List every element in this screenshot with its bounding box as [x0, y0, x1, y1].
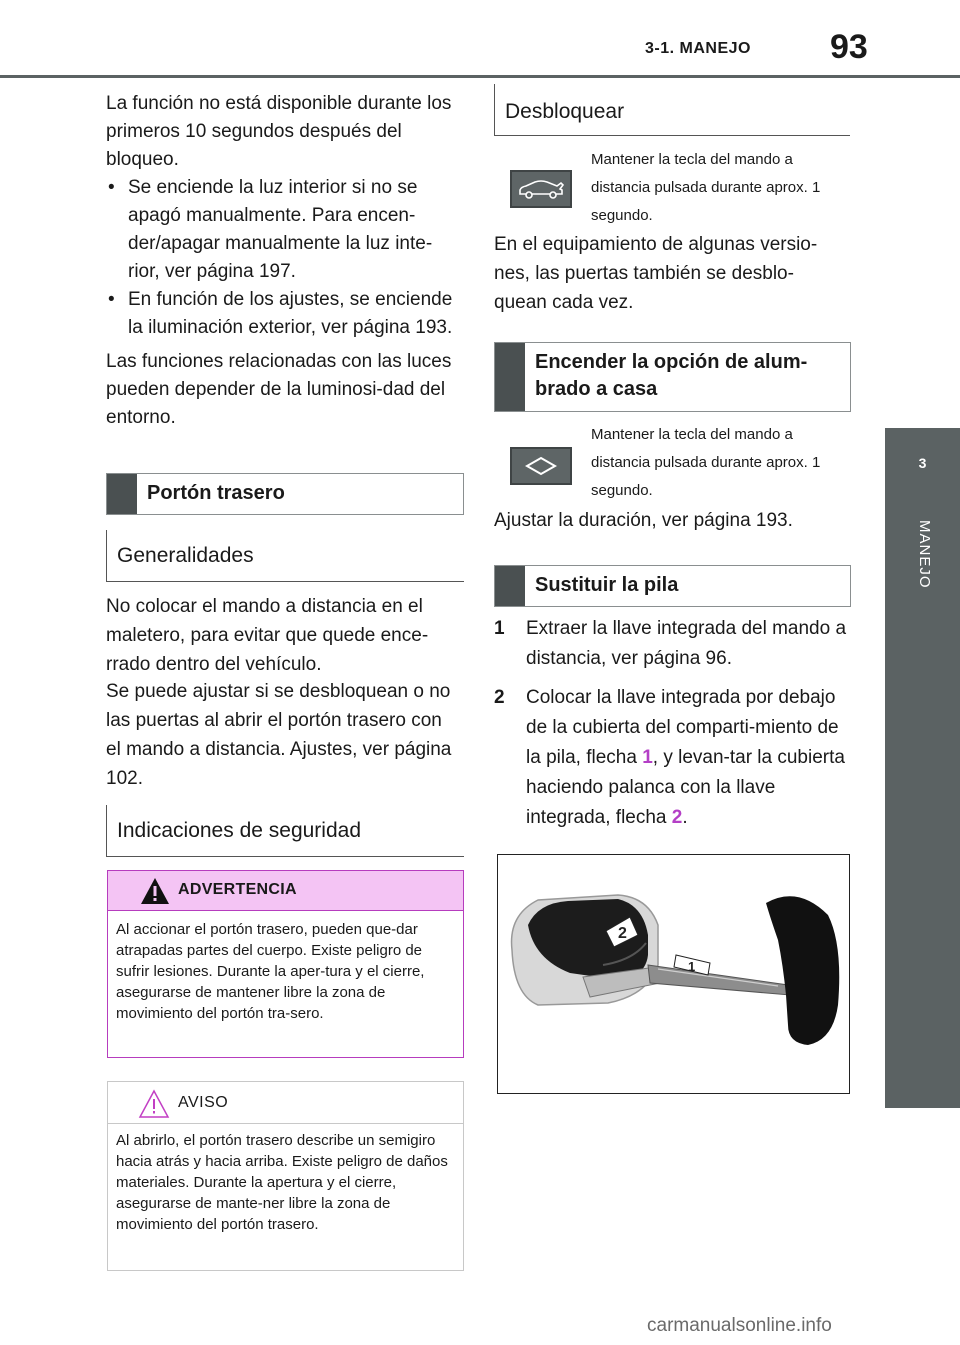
section-marker — [107, 474, 137, 514]
chapter-title: 3-1. MANEJO — [645, 40, 751, 57]
step-2 — [494, 683, 849, 833]
notice-text: Al abrirlo, el portón trasero describe un semigiro hacia atrás y hacia arriba. Existe peligro de daños materiales. Durante la apertura y el cierre, asegurarse de mante-ner libre la zona de movimiento del portón trasero. — [116, 1132, 448, 1233]
warning-header — [108, 871, 463, 911]
remote-trunk-button-icon — [510, 170, 572, 208]
section-porton-trasero — [106, 473, 464, 515]
intro-paragraph: La función no está disponible durante los primeros 10 segundos después del bloqueo. — [106, 93, 452, 170]
chapter-number: 3 — [918, 455, 927, 471]
key-fob-drawing — [498, 855, 850, 1094]
lights-paragraph: Las funciones relacionadas con las luces pueden depender de la luminosi-dad del entorno. — [106, 351, 452, 428]
section-marker — [495, 566, 525, 606]
section-marker — [495, 343, 525, 411]
watermark: carmanualsonline.info — [647, 1315, 832, 1336]
chapter-tab-number[interactable] — [885, 428, 960, 498]
subhead-desbloquear — [494, 84, 850, 136]
page-number: 93 — [830, 28, 868, 66]
notice-header — [108, 1082, 463, 1124]
key1-instruction: Mantener la tecla del mando a distancia pulsada durante aprox. 1 segundo. — [591, 151, 821, 224]
bullet-item — [106, 286, 456, 342]
subhead-seguridad — [106, 805, 464, 857]
notice-title: AVISO — [178, 1094, 229, 1111]
arrow-ref-2: 2 — [671, 807, 683, 828]
step-text-part: , y levan-tar la cubierta haciendo palanca con la llave integrada, flecha — [526, 747, 845, 828]
step-number: 2 — [494, 687, 505, 708]
step-text-part: . — [682, 807, 688, 828]
bullet-text: En función de los ajustes, se enciende la iluminación exterior, ver página 193. — [128, 289, 453, 338]
subhead-title: Indicaciones de seguridad — [117, 819, 362, 842]
generalidades-p1: No colocar el mando a distancia en el maletero, para evitar que quede ence-rrado dentro del vehículo. — [106, 596, 429, 675]
caution-triangle-icon — [138, 1089, 170, 1119]
warning-box — [107, 870, 464, 1058]
notice-box — [107, 1081, 464, 1271]
subhead-generalidades — [106, 530, 464, 582]
subhead-title: Desbloquear — [505, 100, 625, 123]
bullet-dot: • — [108, 289, 115, 310]
key-battery-illustration — [497, 854, 850, 1094]
warning-title: ADVERTENCIA — [178, 881, 297, 898]
section-title: Sustituir la pila — [535, 574, 679, 596]
bullet-item — [106, 174, 456, 286]
desbloquear-paragraph: En el equipamiento de algunas versio-nes, las puertas también se desblo-quean cada vez. — [494, 234, 818, 313]
key2-instruction: Mantener la tecla del mando a distancia pulsada durante aprox. 1 segundo. — [591, 426, 821, 499]
section-title: Portón trasero — [147, 482, 285, 504]
left-column — [106, 90, 464, 432]
step-number: 1 — [494, 618, 505, 639]
section-alumbrado — [494, 342, 851, 412]
photo-label-2: 2 — [618, 925, 627, 942]
remote-light-button-icon — [510, 447, 572, 485]
ajustar-duracion: Ajustar la duración, ver página 193. — [494, 510, 793, 531]
bullet-text: Se enciende la luz interior si no se apagó manualmente. Para encen-der/apagar manualmente la luz inte-rior, ver página 197. — [128, 177, 433, 282]
section-sustituir-pila — [494, 565, 851, 607]
chapter-tab-label: MANEJO — [916, 520, 933, 589]
header-rule — [0, 75, 960, 78]
subhead-title: Generalidades — [117, 544, 254, 567]
section-title: Encender la opción de alum-brado a casa — [535, 351, 808, 400]
warning-text: Al accionar el portón trasero, pueden que-dar atrapadas partes del cuerpo. Existe peligro de sufrir lesiones. Durante la aper-tura y el cierre, asegurarse de mantener libre la zona de movimiento del portón tra-sero. — [116, 921, 425, 1022]
warning-triangle-icon — [140, 877, 170, 905]
arrow-ref-1: 1 — [642, 747, 653, 768]
car-trunk-icon — [517, 177, 565, 201]
diamond-icon — [524, 456, 558, 476]
bullet-dot: • — [108, 177, 115, 198]
generalidades-p2: Se puede ajustar si se desbloquean o no las puertas al abrir el portón trasero con el mando a distancia. Ajustes, ver página 102. — [106, 681, 452, 789]
step-text: Extraer la llave integrada del mando a distancia, ver página 96. — [526, 618, 847, 669]
photo-label-1: 1 — [688, 959, 696, 974]
step-text — [494, 683, 849, 833]
step-text-part: Colocar la llave integrada por debajo de la cubierta del comparti-miento de la pila, flecha — [526, 687, 839, 768]
step-1 — [494, 614, 849, 674]
